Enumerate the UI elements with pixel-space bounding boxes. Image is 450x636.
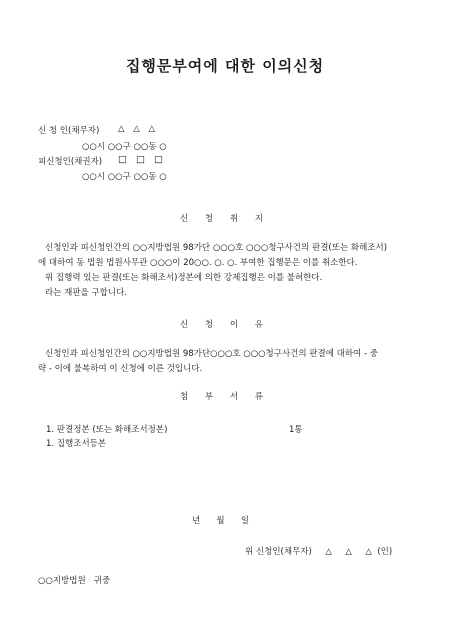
reason-line: 략 - 이에 불복하여 이 신청에 이른 것입니다. (38, 364, 203, 374)
applicant-name: △ △ △ (118, 124, 159, 134)
applicant-label: 신 청 인(채무자) (38, 126, 100, 136)
reason-line: 신청인과 피신청인간의 ○○지방법원 98가단○○○호 ○○○청구사건의 판결에 대하여 - 중 (45, 349, 378, 359)
applicant-address: ○○시 ○○구 ○○동 ○ (82, 142, 167, 152)
reason-heading: 신 청 이 유 (180, 320, 270, 330)
attachments-heading: 첨 부 서 류 (180, 392, 270, 402)
respondent-name: □ □ □ (118, 154, 166, 165)
court-addressee: ○○지방법원 귀중 (38, 576, 111, 586)
purpose-line: 라는 재판을 구합니다. (45, 288, 128, 298)
respondent-address: ○○시 ○○구 ○○동 ○ (82, 172, 167, 182)
purpose-line: 위 집행력 있는 판결(또는 화해조서)정본에 의한 강제집행은 이를 불허한다. (45, 273, 323, 283)
respondent-label: 피신청인(채권자) (38, 157, 103, 167)
attachment-item: 1. 판결정본 (또는 화해조서정본) (46, 425, 168, 435)
document-title: 집행문부여에 대한 이의신청 (125, 57, 325, 75)
purpose-line: 에 대하여 동 법원 법원사무관 ○○○이 20○○. ○. ○. 부여한 집행문은 이를 취소한다. (38, 258, 358, 268)
purpose-line: 신청인과 피신청인간의 ○○지방법원 98가단 ○○○호 ○○○청구사건의 판결(또는 화해조서) (45, 243, 388, 253)
date-line: 년 월 일 (192, 516, 250, 526)
attachment-count: 1통 (289, 425, 303, 435)
attachment-item: 1. 집행조서등본 (46, 439, 107, 449)
signature-line: 위 신청인(채무자) △ △ △ (인) (245, 547, 393, 557)
purpose-heading: 신 청 취 지 (180, 214, 270, 224)
